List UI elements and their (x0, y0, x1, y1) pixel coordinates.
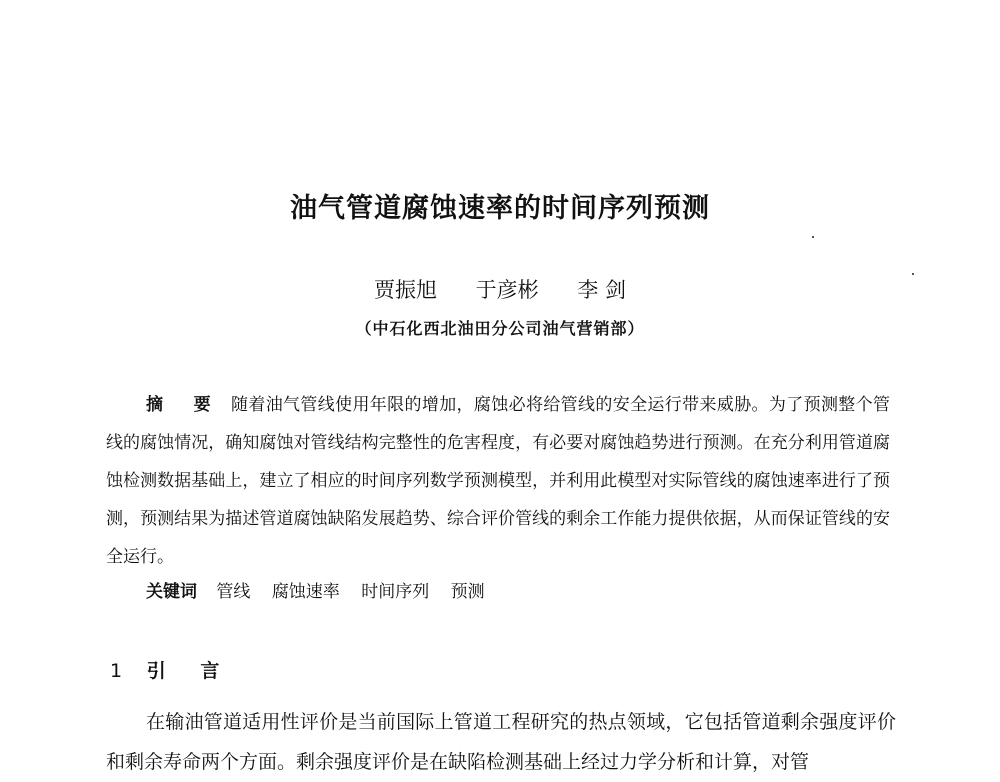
body-paragraph: 在输油管道适用性评价是当前国际上管道工程研究的热点领域，它包括管道剩余强度评价和剩余寿命两个方面。剩余强度评价是在缺陷检测基础上经过力学分析和计算，对管 (106, 711, 896, 773)
author-list (0, 274, 1000, 304)
author-name: 贾振旭 (373, 278, 437, 302)
scan-speck (812, 236, 814, 238)
abstract-label: 摘 要 (146, 395, 223, 415)
author-name: 于彦彬 (475, 278, 539, 302)
keyword: 时间序列 (361, 582, 430, 602)
scan-speck (912, 273, 914, 275)
abstract-text: 随着油气管线使用年限的增加，腐蚀必将给管线的安全运行带来威胁。为了预测整个管线的腐蚀情况，确知腐蚀对管线结构完整性的危害程度，有必要对腐蚀趋势进行预测。在充分利用管道腐蚀检测数据基础上，建立了相应的时间序列数学预测模型，并利用此模型对实际管线的腐蚀速率进行了预测，预测结果为描述管道腐蚀缺陷发展趋势、综合评价管线的剩余工作能力提供依据，从而保证管线的安全运行。 (106, 395, 891, 567)
keyword: 预测 (450, 582, 485, 602)
keywords-label: 关键词 (146, 582, 197, 602)
keywords (146, 577, 501, 602)
section-number: 1 (110, 660, 123, 682)
paper-title: 油气管道腐蚀速率的时间序列预测 (290, 193, 710, 224)
section-heading (110, 656, 233, 683)
keyword: 管线 (216, 582, 251, 602)
keyword: 腐蚀速率 (271, 582, 340, 602)
abstract (106, 386, 890, 576)
affiliation: （中石化西北油田分公司油气营销部） (355, 319, 645, 338)
author-name: 李 剑 (577, 278, 627, 302)
section-title: 引 言 (146, 660, 234, 682)
